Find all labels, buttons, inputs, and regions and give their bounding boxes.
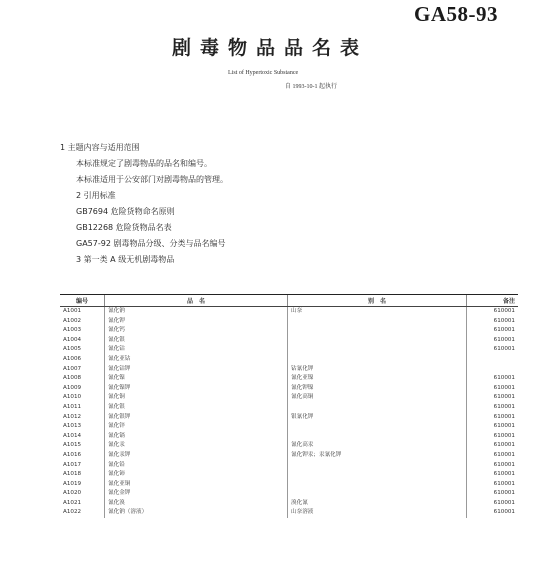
cell-note: 610001	[467, 384, 519, 394]
table-row	[60, 326, 518, 336]
cell-alias: 溴化氰	[288, 499, 467, 509]
section-heading: 1 主题内容与适用范围	[60, 143, 140, 152]
cell-name: 氰化铅	[105, 461, 288, 471]
cell-code: A1007	[63, 365, 82, 372]
cell-alias	[288, 489, 467, 499]
cell-name: 氰化铈	[105, 470, 288, 480]
cell-name: 氰化银钾	[105, 413, 288, 423]
cell-note: 610001	[467, 480, 519, 490]
table-row	[60, 365, 518, 375]
cell-alias: 氰化亚镍	[288, 374, 467, 384]
cell-note: 610001	[467, 403, 519, 413]
table-body	[60, 307, 518, 519]
cell-name: 氰化亚钴	[105, 355, 288, 365]
cell-name: 氰化钠（溶液）	[105, 508, 288, 518]
table-row	[60, 499, 518, 509]
cell-code: A1013	[63, 423, 82, 430]
cell-code: A1006	[63, 355, 82, 362]
cell-code: A1008	[63, 375, 82, 382]
cell-name: 氰化铜	[105, 393, 288, 403]
cell-alias	[288, 422, 467, 432]
cell-note: 610001	[467, 461, 519, 471]
cell-alias	[288, 403, 467, 413]
cell-code: A1021	[63, 499, 82, 506]
cell-name: 氰化亚铜	[105, 480, 288, 490]
cell-code: A1001	[63, 308, 82, 314]
cell-name: 氰化银	[105, 336, 288, 346]
cell-alias	[288, 432, 467, 442]
cell-name: 氰化溴	[105, 499, 288, 509]
table-row	[60, 336, 518, 346]
cell-code: A1015	[63, 442, 82, 449]
cell-note: 610001	[467, 307, 519, 317]
table-row	[60, 508, 518, 518]
cell-code: A1004	[63, 336, 82, 343]
cell-note: 610001	[467, 336, 519, 346]
cell-alias	[288, 317, 467, 327]
section-heading: 3 第一类 A 级无机剧毒物品	[76, 255, 175, 264]
effective-date: 自 1993-10-1 起执行	[285, 84, 337, 90]
cell-alias	[288, 326, 467, 336]
table-row	[60, 489, 518, 499]
cell-alias: 钴氰化钾	[288, 365, 467, 375]
table-row	[60, 470, 518, 480]
section-heading: 2 引用标准	[76, 191, 116, 200]
cell-name: 氰化钾	[105, 317, 288, 327]
cell-name: 氰化银	[105, 403, 288, 413]
cell-name: 氰化钴钾	[105, 365, 288, 375]
cell-name: 氰化锌	[105, 422, 288, 432]
cell-note: 610001	[467, 470, 519, 480]
cell-name: 氰化镍	[105, 374, 288, 384]
cell-code: A1022	[63, 509, 82, 516]
cell-name: 氰化镉	[105, 432, 288, 442]
substance-table	[60, 294, 518, 518]
cell-code: A1002	[63, 317, 82, 324]
cell-note: 610001	[467, 413, 519, 423]
cell-alias: 山奈溶液	[288, 508, 467, 518]
body-text: GB7694 危险货物命名原则	[76, 207, 175, 216]
header-note: 备注	[467, 295, 519, 307]
body-text: GA57-92 剧毒物品分级、分类与品名编号	[76, 239, 226, 248]
body-text: GB12268 危险货物品名表	[76, 223, 172, 232]
table-row	[60, 451, 518, 461]
table-row	[60, 384, 518, 394]
cell-alias	[288, 480, 467, 490]
cell-code: A1005	[63, 346, 82, 353]
english-subtitle: List of Hypertoxic Substance	[228, 70, 299, 76]
cell-name: 氰化钴	[105, 345, 288, 355]
cell-code: A1019	[63, 480, 82, 487]
cell-name: 氰化汞	[105, 441, 288, 451]
table-row	[60, 345, 518, 355]
cell-code: A1009	[63, 384, 82, 391]
table-row	[60, 413, 518, 423]
cell-note: 610001	[467, 451, 519, 461]
cell-alias	[288, 461, 467, 471]
table-row	[60, 355, 518, 365]
cell-alias: 氰化钾镍	[288, 384, 467, 394]
table-row	[60, 422, 518, 432]
cell-note: 610001	[467, 422, 519, 432]
cell-note: 610001	[467, 374, 519, 384]
header-name: 品 名	[105, 295, 288, 307]
cell-alias	[288, 336, 467, 346]
header-code: 编号	[60, 295, 105, 307]
body-text: 本标准规定了剧毒物品的品名和编号。	[76, 159, 212, 168]
cell-code: A1018	[63, 471, 82, 478]
table-row	[60, 374, 518, 384]
cell-note: 610001	[467, 317, 519, 327]
cell-alias: 氰化高铜	[288, 393, 467, 403]
cell-name: 氰化钙	[105, 326, 288, 336]
cell-note: 610001	[467, 508, 519, 518]
standard-code: GA58-93	[414, 2, 498, 26]
cell-code: A1011	[63, 403, 82, 410]
cell-note: 610001	[467, 489, 519, 499]
cell-alias: 氰化钾汞；汞氰化钾	[288, 451, 467, 461]
cell-alias: 山奈	[288, 307, 467, 317]
cell-code: A1016	[63, 451, 82, 458]
table-row	[60, 441, 518, 451]
table-row	[60, 480, 518, 490]
cell-code: A1017	[63, 461, 82, 468]
cell-code: A1010	[63, 394, 82, 401]
cell-note: 610001	[467, 345, 519, 355]
cell-code: A1003	[63, 327, 82, 334]
table-row	[60, 307, 518, 317]
table-row	[60, 403, 518, 413]
table-row	[60, 393, 518, 403]
header-alias: 别 名	[288, 295, 467, 307]
cell-code: A1020	[63, 490, 82, 497]
cell-alias: 银氰化钾	[288, 413, 467, 423]
cell-code: A1012	[63, 413, 82, 420]
cell-name: 氰化镍钾	[105, 384, 288, 394]
table-row	[60, 432, 518, 442]
cell-note: 610001	[467, 326, 519, 336]
cell-alias	[288, 355, 467, 365]
cell-note: 610001	[467, 393, 519, 403]
cell-note	[467, 365, 519, 375]
cell-note: 610001	[467, 432, 519, 442]
page-title: 剧毒物品品名表	[171, 37, 368, 59]
body-text: 本标准适用于公安部门对剧毒物品的管理。	[76, 175, 228, 184]
table-header-row	[60, 295, 518, 307]
table-row	[60, 317, 518, 327]
table-row	[60, 461, 518, 471]
cell-alias	[288, 470, 467, 480]
cell-alias	[288, 345, 467, 355]
cell-name: 氰化汞钾	[105, 451, 288, 461]
cell-name: 氰化金钾	[105, 489, 288, 499]
cell-name: 氰化钠	[105, 307, 288, 317]
cell-note: 610001	[467, 499, 519, 509]
cell-alias: 氰化高汞	[288, 441, 467, 451]
cell-code: A1014	[63, 432, 82, 439]
cell-note	[467, 355, 519, 365]
cell-note: 610001	[467, 441, 519, 451]
